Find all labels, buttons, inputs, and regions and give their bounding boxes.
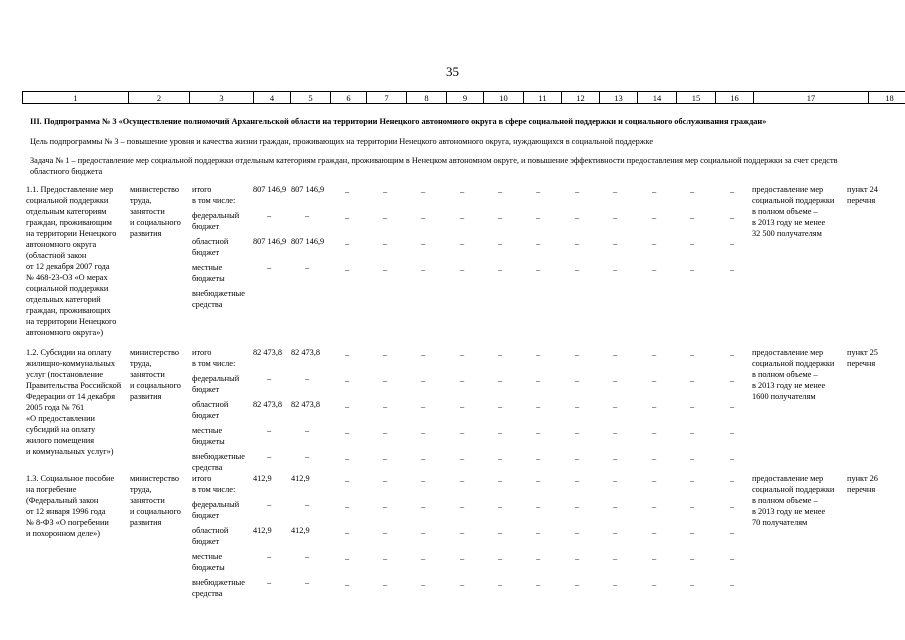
- column-number: 1: [23, 92, 129, 104]
- empty-year-dash: –: [536, 350, 541, 359]
- empty-year-dash: –: [421, 528, 426, 537]
- source-year-value: –: [305, 578, 310, 587]
- empty-year-dash: –: [383, 528, 388, 537]
- empty-year-dash: –: [575, 554, 580, 563]
- empty-year-dash: –: [421, 476, 426, 485]
- empty-year-dash: –: [383, 187, 388, 196]
- empty-year-dash: –: [460, 402, 465, 411]
- empty-year-dash: –: [383, 454, 388, 463]
- empty-year-dash: –: [460, 528, 465, 537]
- empty-year-dash: –: [613, 502, 618, 511]
- empty-year-dash: –: [421, 502, 426, 511]
- empty-year-dash: –: [613, 350, 618, 359]
- source-total-value: –: [267, 500, 272, 509]
- empty-year-dash: –: [575, 502, 580, 511]
- empty-year-dash: –: [345, 213, 350, 222]
- empty-year-dash: –: [536, 580, 541, 589]
- empty-year-dash: –: [421, 187, 426, 196]
- empty-year-dash: –: [690, 554, 695, 563]
- empty-year-dash: –: [345, 265, 350, 274]
- empty-year-dash: –: [421, 213, 426, 222]
- empty-year-dash: –: [383, 376, 388, 385]
- empty-year-dash: –: [421, 454, 426, 463]
- funding-source: областной бюджет: [192, 526, 229, 546]
- funding-source: итого в том числе:: [192, 474, 236, 494]
- empty-year-dash: –: [421, 402, 426, 411]
- empty-year-dash: –: [498, 187, 503, 196]
- empty-year-dash: –: [421, 554, 426, 563]
- empty-year-dash: –: [575, 376, 580, 385]
- column-number: 8: [407, 92, 447, 104]
- page-number: 35: [446, 64, 459, 79]
- column-number: 3: [190, 92, 254, 104]
- empty-year-dash: –: [613, 239, 618, 248]
- task-description: Задача № 1 – предоставление мер социальной поддержки отдельным категориям граждан, проживающим в Ненецком автономном округе, и повышение эффективности предоставления мер социальной поддержки за счет средств областного бюджета: [30, 156, 838, 176]
- source-total-value: –: [267, 211, 272, 220]
- source-year-value: –: [305, 500, 310, 509]
- measure-name: 1.1. Предоставление мер социальной поддержки отдельным категориям граждан, проживающим на территории Ненецкого автономного округа (областной закон от 12 декабря 2007 года № 468-23-ОЗ «О мерах социальной поддержки отдельных категорий граждан, проживающих на территории Ненецкого автономного округа»): [26, 185, 117, 337]
- empty-year-dash: –: [575, 350, 580, 359]
- empty-year-dash: –: [498, 554, 503, 563]
- empty-year-dash: –: [690, 213, 695, 222]
- empty-year-dash: –: [613, 187, 618, 196]
- empty-year-dash: –: [730, 376, 735, 385]
- empty-year-dash: –: [730, 265, 735, 274]
- source-total-value: 412,9: [253, 526, 272, 535]
- source-year-value: 807 146,9: [291, 185, 325, 194]
- source-year-value: –: [305, 374, 310, 383]
- empty-year-dash: –: [460, 428, 465, 437]
- empty-year-dash: –: [613, 580, 618, 589]
- empty-year-dash: –: [690, 350, 695, 359]
- empty-year-dash: –: [652, 265, 657, 274]
- empty-year-dash: –: [498, 350, 503, 359]
- source-total-value: 807 146,9: [253, 237, 287, 246]
- empty-year-dash: –: [498, 502, 503, 511]
- empty-year-dash: –: [460, 265, 465, 274]
- empty-year-dash: –: [536, 476, 541, 485]
- empty-year-dash: –: [690, 428, 695, 437]
- measure-result: предоставление мер социальной поддержки в полном объеме – в 2013 году не менее 1600 получателям: [752, 348, 835, 401]
- measure-reference: пункт 24 перечня: [847, 185, 878, 205]
- empty-year-dash: –: [383, 580, 388, 589]
- source-total-value: 82 473,8: [253, 400, 283, 409]
- column-number: 12: [562, 92, 600, 104]
- empty-year-dash: –: [536, 213, 541, 222]
- empty-year-dash: –: [652, 580, 657, 589]
- empty-year-dash: –: [730, 428, 735, 437]
- empty-year-dash: –: [613, 265, 618, 274]
- empty-year-dash: –: [498, 376, 503, 385]
- empty-year-dash: –: [460, 554, 465, 563]
- empty-year-dash: –: [652, 213, 657, 222]
- empty-year-dash: –: [652, 528, 657, 537]
- empty-year-dash: –: [536, 265, 541, 274]
- funding-source: областной бюджет: [192, 400, 229, 420]
- source-total-value: 82 473,8: [253, 348, 283, 357]
- empty-year-dash: –: [690, 454, 695, 463]
- empty-year-dash: –: [383, 554, 388, 563]
- empty-year-dash: –: [575, 580, 580, 589]
- funding-source: федеральный бюджет: [192, 500, 240, 520]
- empty-year-dash: –: [730, 187, 735, 196]
- column-number: 6: [331, 92, 367, 104]
- empty-year-dash: –: [690, 376, 695, 385]
- empty-year-dash: –: [460, 580, 465, 589]
- empty-year-dash: –: [345, 476, 350, 485]
- empty-year-dash: –: [613, 454, 618, 463]
- empty-year-dash: –: [730, 402, 735, 411]
- measure-executor: министерство труда, занятости и социального развития: [130, 185, 181, 238]
- empty-year-dash: –: [383, 213, 388, 222]
- funding-source: внебюджетные средства: [192, 578, 245, 598]
- column-number: 7: [367, 92, 407, 104]
- empty-year-dash: –: [383, 402, 388, 411]
- source-total-value: –: [267, 374, 272, 383]
- column-number: 15: [677, 92, 716, 104]
- empty-year-dash: –: [421, 376, 426, 385]
- empty-year-dash: –: [575, 476, 580, 485]
- empty-year-dash: –: [575, 402, 580, 411]
- empty-year-dash: –: [345, 187, 350, 196]
- empty-year-dash: –: [421, 580, 426, 589]
- empty-year-dash: –: [652, 454, 657, 463]
- empty-year-dash: –: [652, 428, 657, 437]
- empty-year-dash: –: [575, 187, 580, 196]
- empty-year-dash: –: [498, 476, 503, 485]
- measure-result: предоставление мер социальной поддержки в полном объеме – в 2013 году не менее 70 получателям: [752, 474, 835, 527]
- empty-year-dash: –: [613, 213, 618, 222]
- empty-year-dash: –: [383, 476, 388, 485]
- subprogram-title: III. Подпрограмма № 3 «Осуществление полномочий Архангельской области на территории Ненецкого автономного округа в сфере социальной поддержки и социального обслуживания граждан»: [30, 117, 767, 126]
- empty-year-dash: –: [730, 350, 735, 359]
- empty-year-dash: –: [575, 428, 580, 437]
- funding-source: областной бюджет: [192, 237, 229, 257]
- column-number-row: [22, 91, 905, 104]
- empty-year-dash: –: [460, 476, 465, 485]
- empty-year-dash: –: [383, 350, 388, 359]
- funding-source: местные бюджеты: [192, 426, 225, 446]
- measure-reference: пункт 26 перечня: [847, 474, 878, 494]
- empty-year-dash: –: [730, 554, 735, 563]
- empty-year-dash: –: [690, 239, 695, 248]
- empty-year-dash: –: [345, 554, 350, 563]
- funding-source: итого в том числе:: [192, 185, 236, 205]
- empty-year-dash: –: [613, 476, 618, 485]
- empty-year-dash: –: [498, 580, 503, 589]
- empty-year-dash: –: [690, 402, 695, 411]
- empty-year-dash: –: [613, 554, 618, 563]
- empty-year-dash: –: [345, 350, 350, 359]
- measure-reference: пункт 25 перечня: [847, 348, 878, 368]
- source-total-value: 412,9: [253, 474, 272, 483]
- empty-year-dash: –: [690, 265, 695, 274]
- empty-year-dash: –: [652, 350, 657, 359]
- empty-year-dash: –: [652, 502, 657, 511]
- funding-source: итого в том числе:: [192, 348, 236, 368]
- source-total-value: –: [267, 552, 272, 561]
- empty-year-dash: –: [652, 554, 657, 563]
- empty-year-dash: –: [730, 476, 735, 485]
- source-year-value: 412,9: [291, 526, 310, 535]
- source-total-value: –: [267, 452, 272, 461]
- empty-year-dash: –: [536, 376, 541, 385]
- source-year-value: 807 146,9: [291, 237, 325, 246]
- empty-year-dash: –: [460, 376, 465, 385]
- empty-year-dash: –: [690, 476, 695, 485]
- empty-year-dash: –: [575, 454, 580, 463]
- source-total-value: 807 146,9: [253, 185, 287, 194]
- empty-year-dash: –: [652, 476, 657, 485]
- empty-year-dash: –: [460, 213, 465, 222]
- source-year-value: –: [305, 552, 310, 561]
- empty-year-dash: –: [421, 239, 426, 248]
- measure-executor: министерство труда, занятости и социального развития: [130, 348, 181, 401]
- subprogram-goal: Цель подпрограммы № 3 – повышение уровня и качества жизни граждан, проживающих на территории Ненецкого автономного округа, нуждающихся в социальной поддержке: [30, 137, 654, 146]
- empty-year-dash: –: [613, 528, 618, 537]
- measure-name: 1.2. Субсидии на оплату жилищно-коммунальных услуг (постановление Правительства Российской Федерации от 14 декабря 2005 года № 761 «О предоставлении субсидий на оплату жилого помещения и коммунальных услуг»): [26, 348, 122, 456]
- source-total-value: –: [267, 426, 272, 435]
- column-number: 14: [638, 92, 677, 104]
- empty-year-dash: –: [421, 428, 426, 437]
- column-number: 13: [600, 92, 638, 104]
- empty-year-dash: –: [383, 428, 388, 437]
- empty-year-dash: –: [690, 187, 695, 196]
- funding-source: внебюджетные средства: [192, 289, 245, 309]
- empty-year-dash: –: [345, 528, 350, 537]
- column-number: 10: [484, 92, 524, 104]
- empty-year-dash: –: [730, 239, 735, 248]
- empty-year-dash: –: [345, 454, 350, 463]
- empty-year-dash: –: [345, 580, 350, 589]
- funding-source: местные бюджеты: [192, 552, 225, 572]
- empty-year-dash: –: [383, 265, 388, 274]
- source-total-value: –: [267, 578, 272, 587]
- source-year-value: –: [305, 452, 310, 461]
- empty-year-dash: –: [345, 402, 350, 411]
- empty-year-dash: –: [652, 239, 657, 248]
- empty-year-dash: –: [536, 502, 541, 511]
- empty-year-dash: –: [575, 265, 580, 274]
- measure-executor: министерство труда, занятости и социального развития: [130, 474, 181, 527]
- empty-year-dash: –: [536, 239, 541, 248]
- empty-year-dash: –: [730, 454, 735, 463]
- empty-year-dash: –: [575, 239, 580, 248]
- empty-year-dash: –: [383, 239, 388, 248]
- empty-year-dash: –: [690, 502, 695, 511]
- empty-year-dash: –: [498, 454, 503, 463]
- empty-year-dash: –: [345, 428, 350, 437]
- source-total-value: –: [267, 263, 272, 272]
- empty-year-dash: –: [575, 213, 580, 222]
- empty-year-dash: –: [421, 265, 426, 274]
- column-number: 9: [447, 92, 484, 104]
- empty-year-dash: –: [460, 454, 465, 463]
- source-year-value: –: [305, 211, 310, 220]
- empty-year-dash: –: [383, 502, 388, 511]
- empty-year-dash: –: [690, 528, 695, 537]
- column-number: 5: [291, 92, 331, 104]
- empty-year-dash: –: [536, 554, 541, 563]
- empty-year-dash: –: [730, 580, 735, 589]
- empty-year-dash: –: [345, 239, 350, 248]
- source-year-value: –: [305, 426, 310, 435]
- empty-year-dash: –: [421, 350, 426, 359]
- measure-name: 1.3. Социальное пособие на погребение (Федеральный закон от 12 января 1996 года № 8-ФЗ «О погребении и похоронном деле»): [26, 474, 115, 538]
- column-number: 17: [754, 92, 869, 104]
- empty-year-dash: –: [613, 402, 618, 411]
- funding-source: внебюджетные средства: [192, 452, 245, 472]
- empty-year-dash: –: [536, 402, 541, 411]
- empty-year-dash: –: [730, 502, 735, 511]
- empty-year-dash: –: [613, 376, 618, 385]
- empty-year-dash: –: [498, 428, 503, 437]
- empty-year-dash: –: [730, 528, 735, 537]
- empty-year-dash: –: [652, 376, 657, 385]
- empty-year-dash: –: [536, 428, 541, 437]
- source-year-value: 82 473,8: [291, 400, 321, 409]
- empty-year-dash: –: [575, 528, 580, 537]
- funding-source: местные бюджеты: [192, 263, 225, 283]
- funding-source: федеральный бюджет: [192, 211, 240, 231]
- empty-year-dash: –: [536, 454, 541, 463]
- empty-year-dash: –: [498, 528, 503, 537]
- empty-year-dash: –: [536, 187, 541, 196]
- measure-result: предоставление мер социальной поддержки в полном объеме – в 2013 году не менее 32 500 получателям: [752, 185, 835, 238]
- source-year-value: –: [305, 263, 310, 272]
- empty-year-dash: –: [498, 265, 503, 274]
- source-year-value: 82 473,8: [291, 348, 321, 357]
- empty-year-dash: –: [460, 187, 465, 196]
- empty-year-dash: –: [460, 350, 465, 359]
- empty-year-dash: –: [652, 402, 657, 411]
- empty-year-dash: –: [498, 239, 503, 248]
- column-number: 16: [716, 92, 754, 104]
- column-number: 4: [254, 92, 291, 104]
- empty-year-dash: –: [498, 213, 503, 222]
- empty-year-dash: –: [498, 402, 503, 411]
- column-number: 2: [129, 92, 190, 104]
- column-number: 18: [869, 92, 905, 104]
- source-year-value: 412,9: [291, 474, 310, 483]
- empty-year-dash: –: [652, 187, 657, 196]
- empty-year-dash: –: [730, 213, 735, 222]
- empty-year-dash: –: [690, 580, 695, 589]
- column-number: 11: [524, 92, 562, 104]
- empty-year-dash: –: [345, 502, 350, 511]
- empty-year-dash: –: [613, 428, 618, 437]
- empty-year-dash: –: [460, 239, 465, 248]
- empty-year-dash: –: [460, 502, 465, 511]
- empty-year-dash: –: [536, 528, 541, 537]
- funding-source: федеральный бюджет: [192, 374, 240, 394]
- empty-year-dash: –: [345, 376, 350, 385]
